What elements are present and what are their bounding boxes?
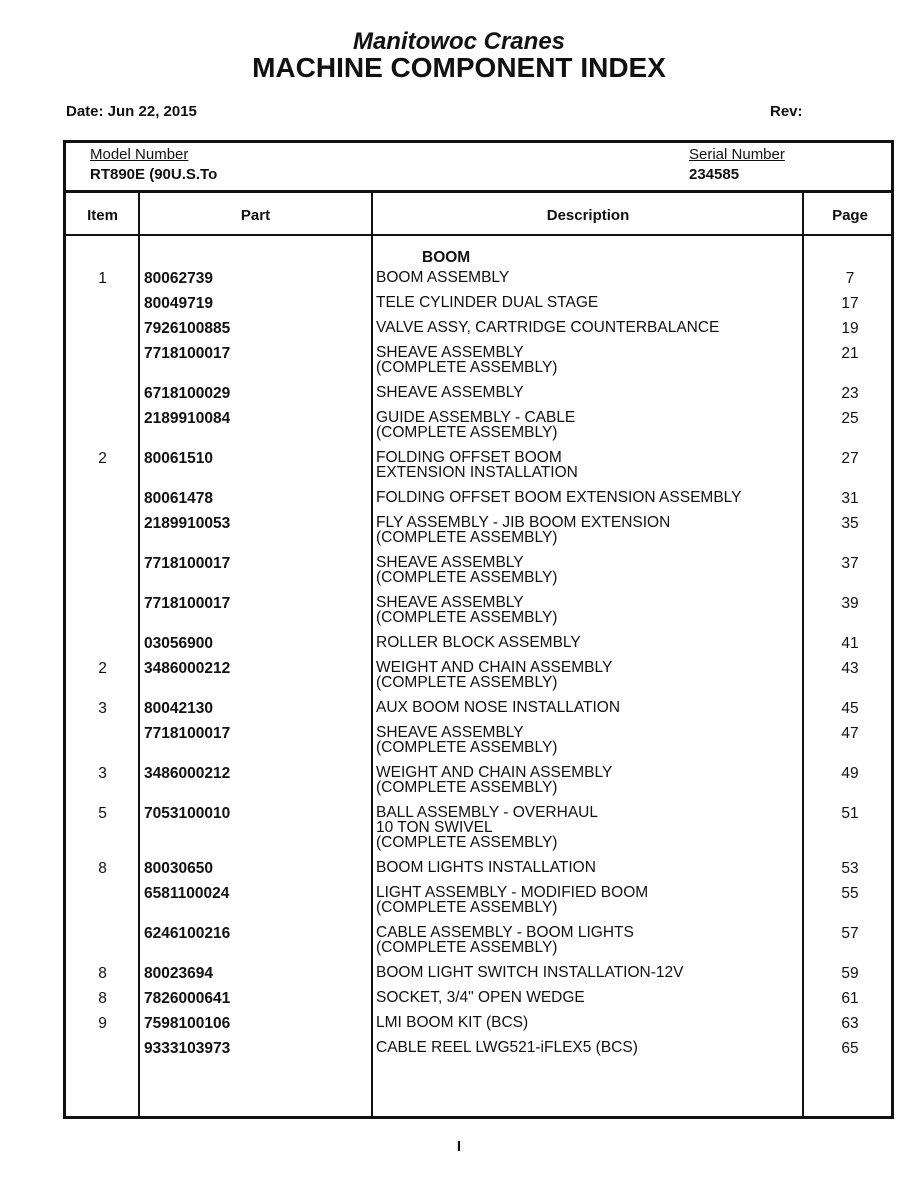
table-row xyxy=(66,656,891,696)
description-cell xyxy=(376,965,683,980)
description-line: GUIDE ASSEMBLY - CABLE xyxy=(376,409,576,426)
description-line: (COMPLETE ASSEMBLY) xyxy=(376,899,558,916)
page-cell: 7 xyxy=(845,270,855,287)
table-row xyxy=(66,631,891,656)
description-line: BALL ASSEMBLY - OVERHAUL xyxy=(376,804,598,821)
model-number-label: Model Number xyxy=(90,146,189,163)
part-number-cell: 80030650 xyxy=(144,860,213,877)
table-row xyxy=(66,801,891,856)
company-name: Manitowoc Cranes xyxy=(352,28,566,55)
description-cell xyxy=(376,295,598,310)
part-number-cell: 80042130 xyxy=(144,700,213,717)
part-number-cell: 6718100029 xyxy=(144,385,231,402)
table-body xyxy=(66,249,891,1061)
description-line: AUX BOOM NOSE INSTALLATION xyxy=(376,699,621,716)
section-heading-label: BOOM xyxy=(422,249,471,266)
description-line: (COMPLETE ASSEMBLY) xyxy=(376,609,558,626)
table-row xyxy=(66,341,891,381)
page-cell: 65 xyxy=(841,1040,859,1057)
description-cell xyxy=(376,725,557,755)
page-number: I xyxy=(456,1138,462,1155)
description-cell xyxy=(376,700,620,715)
description-line: (COMPLETE ASSEMBLY) xyxy=(376,569,558,586)
table-row xyxy=(66,721,891,761)
table-row xyxy=(66,1011,891,1036)
description-line: SOCKET, 3/4" OPEN WEDGE xyxy=(376,989,585,1006)
table-row xyxy=(66,696,891,721)
description-cell xyxy=(376,515,670,545)
table-row xyxy=(66,291,891,316)
description-cell xyxy=(376,990,585,1005)
item-cell: 2 xyxy=(98,450,107,467)
table-row xyxy=(66,921,891,961)
part-number-cell: 7718100017 xyxy=(144,725,231,742)
table-row xyxy=(66,591,891,631)
description-line: FOLDING OFFSET BOOM EXTENSION ASSEMBLY xyxy=(376,489,742,506)
serial-number-label: Serial Number xyxy=(689,146,785,163)
description-line: SHEAVE ASSEMBLY xyxy=(376,554,524,571)
description-cell xyxy=(376,1040,638,1055)
description-cell xyxy=(376,555,557,585)
description-cell xyxy=(376,1015,528,1030)
column-header-item: Item xyxy=(87,207,118,224)
page-cell: 61 xyxy=(841,990,859,1007)
table-row xyxy=(66,856,891,881)
description-cell xyxy=(376,490,741,505)
component-index-table xyxy=(63,140,894,1119)
column-header-divider xyxy=(66,234,891,236)
item-cell: 8 xyxy=(98,860,107,877)
description-line: BOOM LIGHTS INSTALLATION xyxy=(376,859,596,876)
description-line: (COMPLETE ASSEMBLY) xyxy=(376,359,558,376)
page-cell: 57 xyxy=(841,925,859,942)
date-label: Date: Jun 22, 2015 xyxy=(66,103,197,120)
description-cell xyxy=(376,410,575,440)
description-cell xyxy=(376,765,612,795)
page-cell: 39 xyxy=(841,595,859,612)
description-cell xyxy=(376,635,581,650)
item-cell: 1 xyxy=(98,270,107,287)
description-line: BOOM LIGHT SWITCH INSTALLATION-12V xyxy=(376,964,684,981)
description-line: LIGHT ASSEMBLY - MODIFIED BOOM xyxy=(376,884,649,901)
description-cell xyxy=(376,925,634,955)
item-cell: 8 xyxy=(98,990,107,1007)
description-line: TELE CYLINDER DUAL STAGE xyxy=(376,294,599,311)
description-cell xyxy=(376,595,557,625)
part-number-cell: 7053100010 xyxy=(144,805,231,822)
part-number-cell: 80049719 xyxy=(144,295,213,312)
description-cell xyxy=(376,885,648,915)
part-number-cell: 2189910084 xyxy=(144,410,231,427)
description-line: WEIGHT AND CHAIN ASSEMBLY xyxy=(376,659,613,676)
document-title: MACHINE COMPONENT INDEX xyxy=(252,52,666,83)
description-line: SHEAVE ASSEMBLY xyxy=(376,594,524,611)
description-line: (COMPLETE ASSEMBLY) xyxy=(376,674,558,691)
description-line: WEIGHT AND CHAIN ASSEMBLY xyxy=(376,764,613,781)
part-number-cell: 6581100024 xyxy=(144,885,230,902)
part-number-cell: 7926100885 xyxy=(144,320,231,337)
description-line: VALVE ASSY, CARTRIDGE COUNTERBALANCE xyxy=(376,319,720,336)
description-line: (COMPLETE ASSEMBLY) xyxy=(376,529,558,546)
section-heading xyxy=(66,249,891,266)
table-row xyxy=(66,961,891,986)
page-cell: 63 xyxy=(841,1015,859,1032)
description-line: (COMPLETE ASSEMBLY) xyxy=(376,779,558,796)
column-header-part: Part xyxy=(240,207,271,224)
description-line: 10 TON SWIVEL xyxy=(376,819,493,836)
description-line: FLY ASSEMBLY - JIB BOOM EXTENSION xyxy=(376,514,671,531)
part-number-cell: 7598100106 xyxy=(144,1015,231,1032)
description-line: FOLDING OFFSET BOOM xyxy=(376,449,562,466)
page-cell: 25 xyxy=(841,410,859,427)
part-number-cell: 80023694 xyxy=(144,965,213,982)
page-cell: 31 xyxy=(841,490,859,507)
part-number-cell: 3486000212 xyxy=(144,765,231,782)
part-number-cell: 7718100017 xyxy=(144,595,231,612)
description-cell xyxy=(376,345,557,375)
page-cell: 41 xyxy=(841,635,859,652)
table-row xyxy=(66,381,891,406)
description-cell xyxy=(376,660,612,690)
item-cell: 2 xyxy=(98,660,107,677)
description-line: CABLE REEL LWG521-iFLEX5 (BCS) xyxy=(376,1039,638,1056)
part-number-cell: 80061478 xyxy=(144,490,213,507)
header-divider xyxy=(66,190,891,193)
part-number-cell: 2189910053 xyxy=(144,515,231,532)
page-cell: 43 xyxy=(841,660,859,677)
description-line: SHEAVE ASSEMBLY xyxy=(376,344,524,361)
table-row xyxy=(66,406,891,446)
serial-number-value: 234585 xyxy=(689,166,740,183)
item-cell: 8 xyxy=(98,965,107,982)
description-line: (COMPLETE ASSEMBLY) xyxy=(376,424,558,441)
part-number-cell: 80061510 xyxy=(144,450,213,467)
page-cell: 47 xyxy=(841,725,859,742)
description-line: LMI BOOM KIT (BCS) xyxy=(376,1014,529,1031)
description-line: SHEAVE ASSEMBLY xyxy=(376,724,524,741)
table-row xyxy=(66,986,891,1011)
part-number-cell: 7826000641 xyxy=(144,990,231,1007)
item-cell: 3 xyxy=(98,700,107,717)
item-cell: 3 xyxy=(98,765,107,782)
page-cell: 53 xyxy=(841,860,859,877)
page-cell: 37 xyxy=(841,555,859,572)
table-row xyxy=(66,486,891,511)
table-row xyxy=(66,551,891,591)
page-cell: 21 xyxy=(841,345,859,362)
description-line: ROLLER BLOCK ASSEMBLY xyxy=(376,634,581,651)
page-cell: 55 xyxy=(841,885,859,902)
description-line: CABLE ASSEMBLY - BOOM LIGHTS xyxy=(376,924,634,941)
description-cell xyxy=(376,270,509,285)
page-cell: 19 xyxy=(841,320,859,337)
description-cell xyxy=(376,860,596,875)
part-number-cell: 03056900 xyxy=(144,635,213,652)
page-cell: 51 xyxy=(841,805,859,822)
item-cell: 5 xyxy=(98,805,107,822)
part-number-cell: 6246100216 xyxy=(144,925,231,942)
description-line: SHEAVE ASSEMBLY xyxy=(376,384,524,401)
table-row xyxy=(66,446,891,486)
description-line: BOOM ASSEMBLY xyxy=(376,269,510,286)
table-row xyxy=(66,266,891,291)
part-number-cell: 9333103973 xyxy=(144,1040,231,1057)
description-cell xyxy=(376,385,524,400)
description-line: (COMPLETE ASSEMBLY) xyxy=(376,739,558,756)
description-line: EXTENSION INSTALLATION xyxy=(376,464,578,481)
part-number-cell: 3486000212 xyxy=(144,660,231,677)
page-cell: 23 xyxy=(841,385,859,402)
page-cell: 35 xyxy=(841,515,859,532)
rev-label: Rev: xyxy=(770,103,803,120)
column-header-page: Page xyxy=(832,207,868,224)
page-cell: 17 xyxy=(841,295,859,312)
page-cell: 49 xyxy=(841,765,859,782)
model-number-value: RT890E (90U.S.To xyxy=(90,166,218,183)
column-header-description: Description xyxy=(546,207,630,224)
part-number-cell: 7718100017 xyxy=(144,555,231,572)
description-line: (COMPLETE ASSEMBLY) xyxy=(376,939,558,956)
page-cell: 59 xyxy=(841,965,859,982)
description-cell xyxy=(376,450,578,480)
table-row xyxy=(66,881,891,921)
description-line: (COMPLETE ASSEMBLY) xyxy=(376,834,558,851)
part-number-cell: 7718100017 xyxy=(144,345,231,362)
table-row xyxy=(66,1036,891,1061)
table-row xyxy=(66,761,891,801)
table-row xyxy=(66,511,891,551)
page-cell: 45 xyxy=(841,700,859,717)
description-cell xyxy=(376,320,719,335)
item-cell: 9 xyxy=(98,1015,107,1032)
description-cell xyxy=(376,805,598,850)
part-number-cell: 80062739 xyxy=(144,270,213,287)
page-cell: 27 xyxy=(841,450,859,467)
table-row xyxy=(66,316,891,341)
